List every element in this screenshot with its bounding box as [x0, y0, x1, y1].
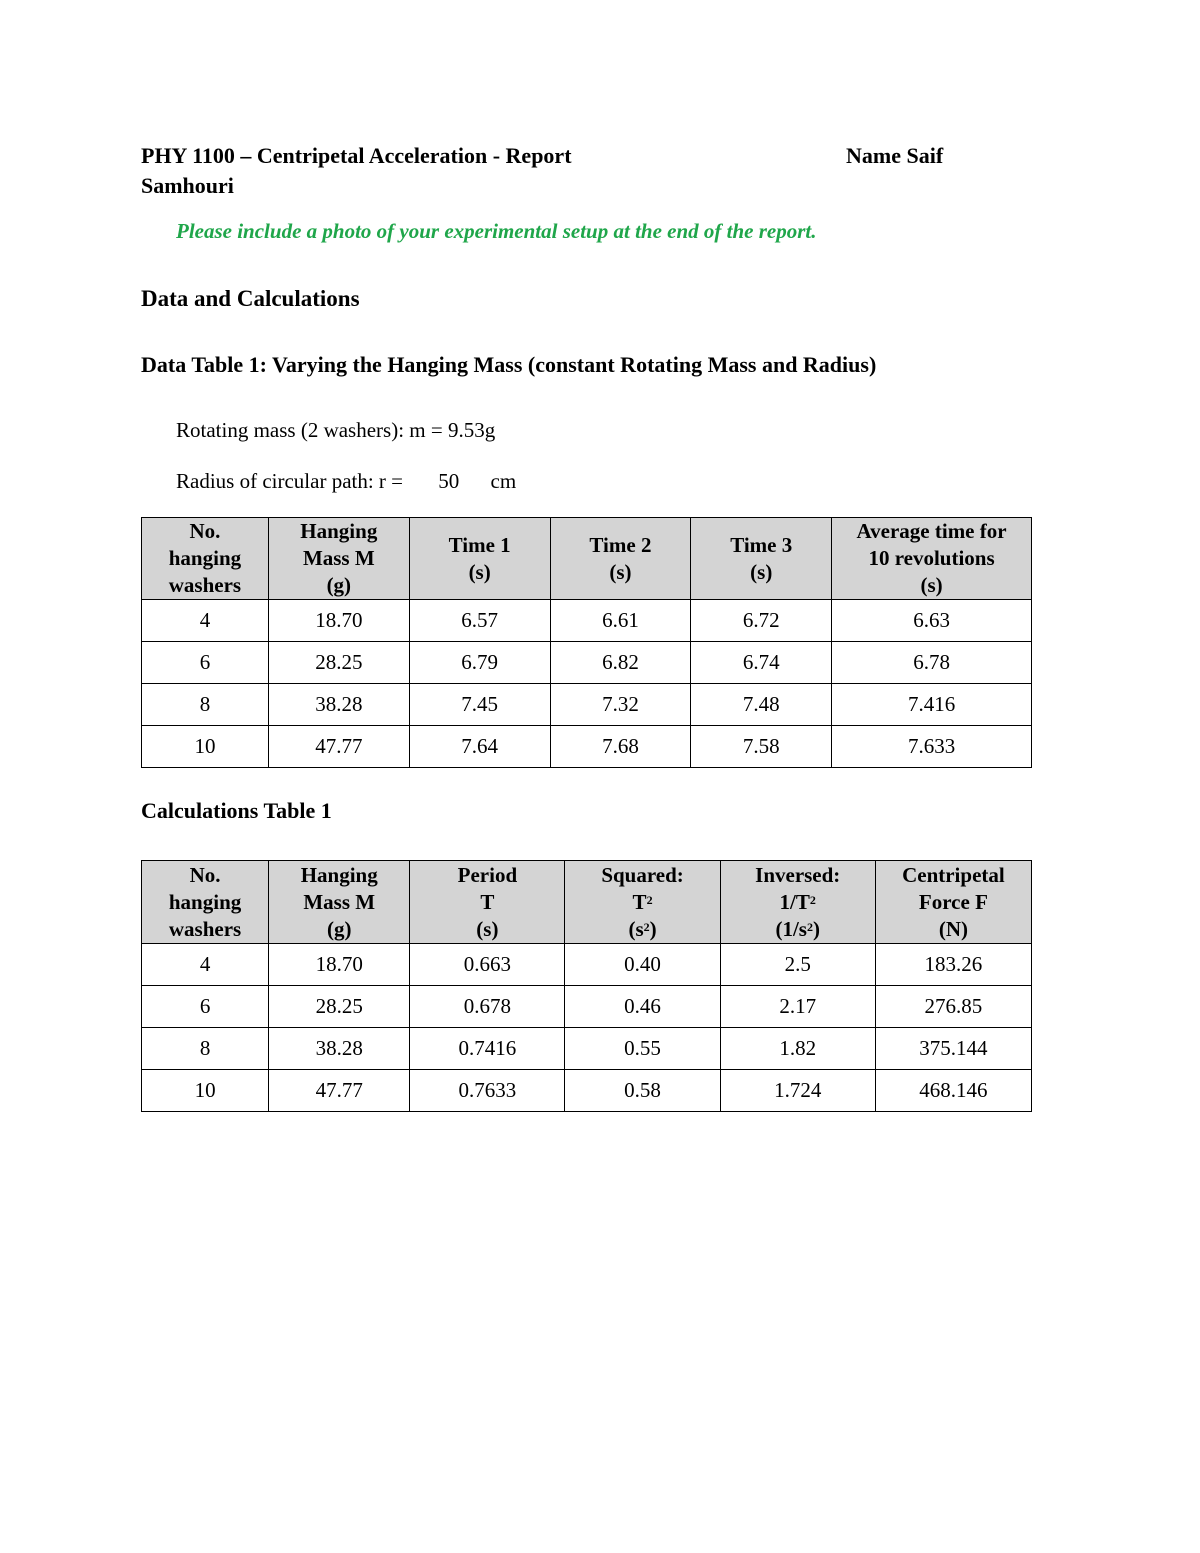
- table-cell: 6: [142, 642, 269, 684]
- table-cell: 6.57: [409, 600, 550, 642]
- header-line: T: [480, 889, 495, 914]
- header-cell-inversed: [720, 861, 875, 944]
- header-line: washers: [168, 573, 242, 597]
- table-cell: 7.45: [409, 684, 550, 726]
- calculations-table-title: Calculations Table 1: [141, 798, 332, 823]
- table-cell: 47.77: [268, 726, 409, 768]
- header-line: (s): [476, 916, 499, 941]
- superscript-two: 2: [809, 892, 816, 907]
- table-cell: 28.25: [269, 986, 410, 1028]
- table-cell: 8: [142, 1028, 269, 1070]
- rotating-mass-line: [176, 418, 495, 443]
- table-row: [142, 600, 1032, 642]
- header-line: (g): [326, 573, 352, 597]
- header-line: Time 2: [589, 532, 652, 557]
- header-line: Force F: [918, 889, 988, 914]
- header-cell-centripetal-force: [875, 861, 1031, 944]
- header-line: Centripetal: [902, 862, 1005, 887]
- table-cell: 6.78: [832, 642, 1032, 684]
- header-cell-washers: [142, 518, 269, 600]
- table-row: [142, 944, 1032, 986]
- table-cell: 7.32: [550, 684, 691, 726]
- superscript-two: 2: [646, 892, 653, 907]
- table-cell: 0.46: [565, 986, 720, 1028]
- table-cell: 6.61: [550, 600, 691, 642]
- header-line: Average time for: [856, 519, 1007, 543]
- radius-line: [176, 469, 516, 494]
- table-cell: 7.416: [832, 684, 1032, 726]
- superscript-two: 2: [806, 919, 813, 934]
- header-line: Mass M: [302, 546, 375, 570]
- table-cell: 375.144: [875, 1028, 1031, 1070]
- table-row: [142, 642, 1032, 684]
- header-line: No.: [189, 519, 221, 543]
- header-cell-squared: [565, 861, 720, 944]
- table-cell: 6.79: [409, 642, 550, 684]
- table-cell: 0.58: [565, 1070, 720, 1112]
- header-cell-time-1: [409, 518, 550, 600]
- table-row: [142, 684, 1032, 726]
- table-cell: 47.77: [269, 1070, 410, 1112]
- header-text: ): [812, 916, 820, 941]
- header-line: (s): [750, 559, 773, 584]
- header-text: 1/T: [779, 889, 810, 914]
- table-cell: 7.68: [550, 726, 691, 768]
- header-line: [565, 916, 719, 943]
- table-cell: 0.7633: [410, 1070, 565, 1112]
- header-line: (s): [920, 573, 943, 597]
- header-line: Period: [457, 862, 518, 887]
- table-row: [142, 1070, 1032, 1112]
- header-line: No.: [189, 862, 221, 887]
- radius-value: 50: [438, 469, 460, 493]
- table-cell: 10: [142, 726, 269, 768]
- header-line: (N): [938, 916, 968, 941]
- header-line: Mass M: [303, 889, 376, 914]
- table-cell: 0.678: [410, 986, 565, 1028]
- table-cell: 38.28: [269, 1028, 410, 1070]
- header-line: washers: [168, 916, 242, 941]
- table-cell: 8: [142, 684, 269, 726]
- table-cell: 6.72: [691, 600, 832, 642]
- radius-unit: cm: [490, 469, 517, 493]
- table-cell: 6.63: [832, 600, 1032, 642]
- table-cell: 2.17: [720, 986, 875, 1028]
- table-cell: 28.25: [268, 642, 409, 684]
- header-cell-hanging-mass: [268, 518, 409, 600]
- table-cell: 468.146: [875, 1070, 1031, 1112]
- report-title: PHY 1100 – Centripetal Acceleration - Report: [141, 143, 572, 168]
- header-cell-period: [410, 861, 565, 944]
- table-cell: 0.7416: [410, 1028, 565, 1070]
- header-line: Time 1: [448, 532, 511, 557]
- table-row: [142, 986, 1032, 1028]
- table-cell: 6: [142, 986, 269, 1028]
- header-line: Time 3: [730, 532, 793, 557]
- header-line: (g): [326, 916, 352, 941]
- student-name-continued: Samhouri: [141, 173, 234, 198]
- header-cell-time-3: [691, 518, 832, 600]
- section-title: Data and Calculations: [141, 286, 360, 311]
- table-cell: 6.82: [550, 642, 691, 684]
- table-cell: 7.633: [832, 726, 1032, 768]
- header-text: (s: [628, 916, 644, 941]
- header-line: [721, 889, 875, 916]
- table-cell: 6.74: [691, 642, 832, 684]
- header-line: Hanging: [300, 519, 378, 543]
- header-line: Squared:: [601, 862, 684, 887]
- table-row: [142, 726, 1032, 768]
- photo-instruction-note: Please include a photo of your experimental setup at the end of the report.: [176, 219, 817, 243]
- table-header-row: [142, 861, 1032, 944]
- table-cell: 7.58: [691, 726, 832, 768]
- table-cell: 1.724: [720, 1070, 875, 1112]
- table-cell: 276.85: [875, 986, 1031, 1028]
- header-text: ): [649, 916, 657, 941]
- calculations-table-1: [141, 860, 1032, 1112]
- header-cell-time-2: [550, 518, 691, 600]
- table-cell: 7.64: [409, 726, 550, 768]
- table-row: [142, 1028, 1032, 1070]
- table-header-row: [142, 518, 1032, 600]
- header-line: [565, 889, 719, 916]
- header-cell-washers: [142, 861, 269, 944]
- header-line: (s): [468, 559, 491, 584]
- table-cell: 18.70: [268, 600, 409, 642]
- data-table-1-title: Data Table 1: Varying the Hanging Mass (constant Rotating Mass and Radius): [141, 352, 877, 377]
- rotating-mass-value: 9.53g: [447, 418, 496, 442]
- table-cell: 0.663: [410, 944, 565, 986]
- table-cell: 0.55: [565, 1028, 720, 1070]
- table-cell: 10: [142, 1070, 269, 1112]
- table-cell: 18.70: [269, 944, 410, 986]
- header-text: T: [632, 889, 647, 914]
- table-cell: 2.5: [720, 944, 875, 986]
- superscript-two: 2: [643, 919, 650, 934]
- header-line: (s): [609, 559, 632, 584]
- header-line: Hanging: [300, 862, 378, 887]
- table-cell: 1.82: [720, 1028, 875, 1070]
- header-text: (1/s: [775, 916, 807, 941]
- header-line: 10 revolutions: [868, 546, 995, 570]
- header-line: Inversed:: [755, 862, 841, 887]
- data-table-1: [141, 517, 1032, 768]
- table-cell: 38.28: [268, 684, 409, 726]
- header-line: hanging: [168, 889, 242, 914]
- rotating-mass-label: Rotating mass (2 washers): m =: [176, 418, 443, 442]
- header-line: hanging: [168, 546, 242, 570]
- header-line: [721, 916, 875, 943]
- header-cell-hanging-mass: [269, 861, 410, 944]
- radius-label: Radius of circular path: r =: [176, 469, 404, 493]
- header-cell-average-time: [832, 518, 1032, 600]
- student-name-label: Name Saif: [846, 143, 944, 168]
- table-cell: 4: [142, 944, 269, 986]
- table-cell: 4: [142, 600, 269, 642]
- table-cell: 183.26: [875, 944, 1031, 986]
- table-cell: 7.48: [691, 684, 832, 726]
- table-cell: 0.40: [565, 944, 720, 986]
